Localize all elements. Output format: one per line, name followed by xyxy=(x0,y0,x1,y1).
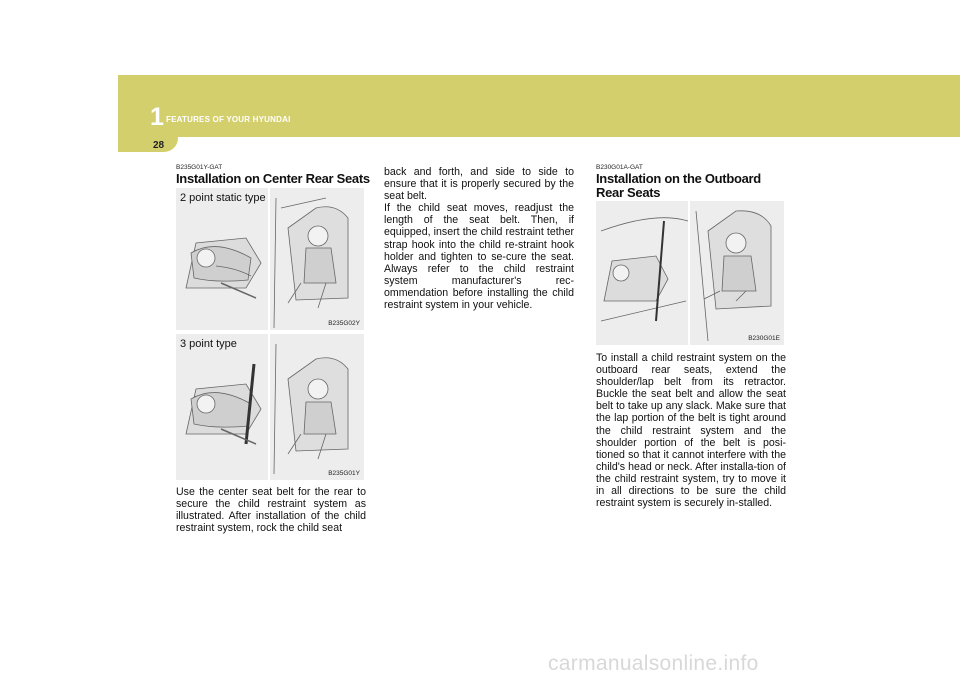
child-seat-illustration xyxy=(596,201,784,345)
chapter-number: 1 xyxy=(150,103,164,131)
figure-divider xyxy=(268,334,270,480)
page-number: 28 xyxy=(153,140,165,151)
header-band xyxy=(118,75,960,137)
left-body-text: Use the center seat belt for the rear to secure the child restraint system as illustrated. After installation of the child restraint system, rock the child seat xyxy=(176,486,366,535)
figure-label: 3 point type xyxy=(180,338,237,350)
figure-outboard xyxy=(596,201,784,345)
right-body-text: To install a child restraint system on the outboard rear seats, extend the shoulder/lap belt from its retractor. Buckle the seat belt and allow the seat belt to take up any slack. Make sure that the lap portion of the belt is tight around the child restraint system and the shoulder portion of the belt is posi-tioned so that it cannot interfere with the child's head or neck. After installa-tion of the child restraint system, try to move it in all directions to be sure the child restraint system is securely in-stalled. xyxy=(596,352,786,510)
figure-code: B235G01Y xyxy=(328,470,360,477)
section-heading: Installation on the Outboard Rear Seats xyxy=(596,171,761,200)
page-number-tab xyxy=(118,137,178,152)
child-seat-illustration xyxy=(176,188,364,330)
child-seat-illustration xyxy=(176,334,364,480)
figure-divider xyxy=(268,188,270,330)
section-code: B235G01Y-GAT xyxy=(176,164,223,171)
figure-code: B230G01E xyxy=(748,335,780,342)
section-heading: Installation on Center Rear Seats xyxy=(176,171,370,186)
watermark-url: carmanualsonline.info xyxy=(548,652,759,675)
figure-3-point xyxy=(176,334,364,480)
figure-code: B235G02Y xyxy=(328,320,360,327)
figure-divider xyxy=(688,201,690,345)
middle-body-text: back and forth, and side to side to ensure that it is properly secured by the seat belt. If the child seat moves, readjust the length of the seat belt. Then, if equipped, insert the child restraint tether strap hook into the child re-straint hook holder and tighten to se-cure the seat. Always refer to the child restraint system manufacturer's rec-ommendation before installing the child restraint system in your vehicle. xyxy=(384,166,574,312)
figure-2-point-static xyxy=(176,188,364,330)
section-code: B230G01A-GAT xyxy=(596,164,643,171)
chapter-title: FEATURES OF YOUR HYUNDAI xyxy=(166,115,291,124)
figure-label: 2 point static type xyxy=(180,192,266,204)
